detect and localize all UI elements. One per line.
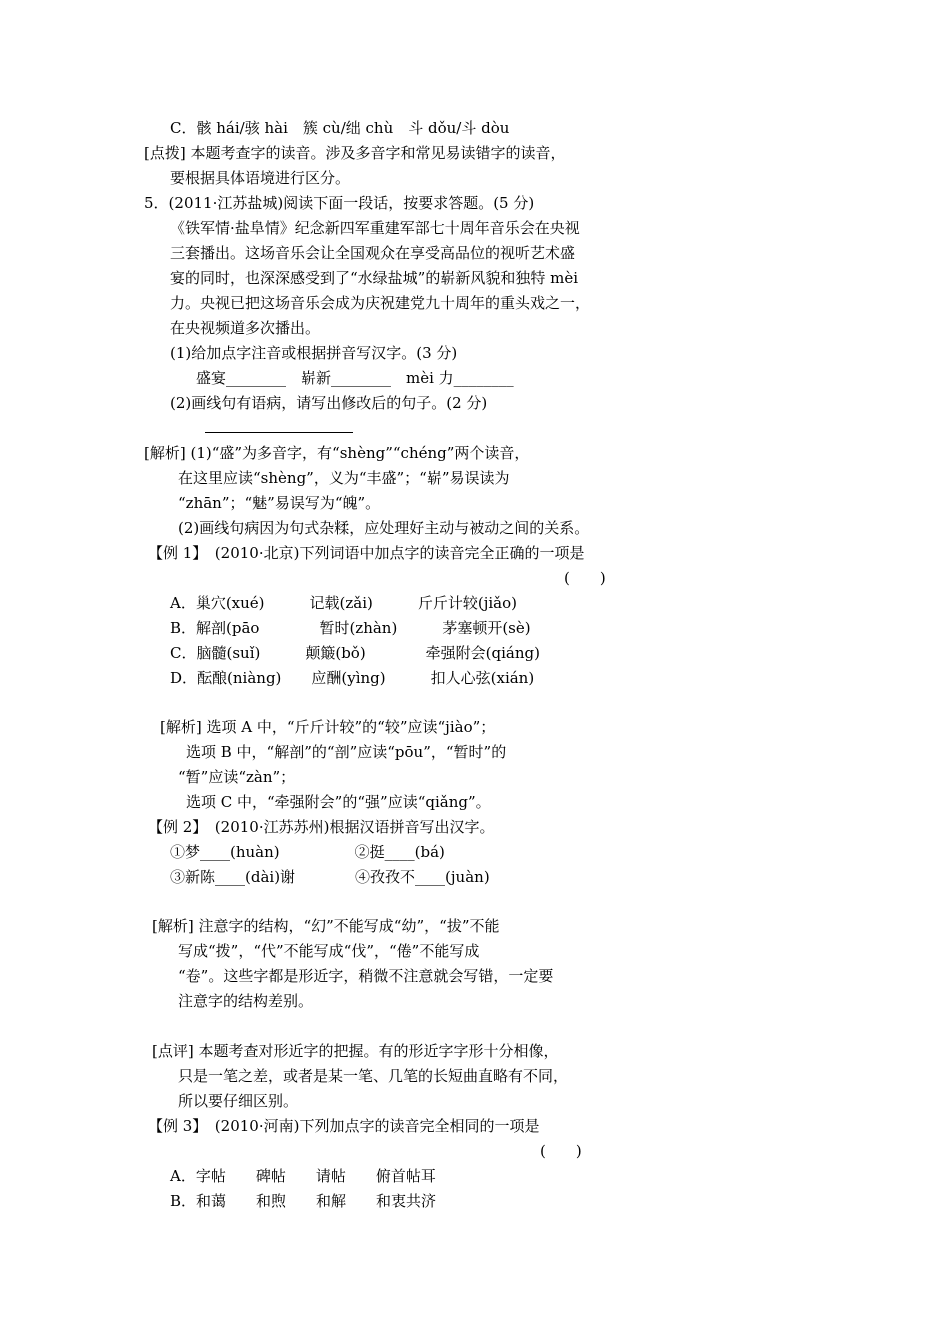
analysis-line: [解析] 选项 A 中，“斤斤计较”的“较”应读“jiào”； (160, 718, 496, 736)
sub-question-2: (2)画线句有语病，请写出修改后的句子。(2 分) (170, 394, 488, 412)
blank-item: ③新陈____(dài)谢 ④孜孜不____(juàn) (170, 868, 490, 886)
comment-line: [点评] 本题考查对形近字的把握。有的形近字字形十分相像， (152, 1042, 559, 1060)
analysis-line: 注意字的结构差别。 (178, 992, 314, 1010)
dianbo-note-cont: 要根据具体语境进行区分。 (170, 169, 351, 187)
answer-bracket: ( ) (540, 1142, 582, 1160)
analysis-line: 选项 B 中，“解剖”的“剖”应读“pōu”，“暂时”的 (186, 743, 507, 761)
analysis-line: “暂”应读“zàn”； (178, 768, 296, 786)
option-a: A．巢穴(xué) 记载(zǎi) 斤斤计较(jiǎo) (170, 594, 518, 612)
passage-line: 在央视频道多次播出。 (170, 319, 321, 337)
option-b: B．解剖(pāo 暂时(zhàn) 茅塞顿开(sè) (170, 619, 531, 637)
analysis-line: “zhān”；“魅”易误写为“魄”。 (178, 494, 381, 512)
answer-bracket: ( ) (564, 569, 606, 587)
analysis-line: [解析] (1)“盛”为多音字，有“shèng”“chéng”两个读音， (144, 444, 530, 462)
analysis-line: 选项 C 中，“牵强附会”的“强”应读“qiǎng”。 (186, 793, 491, 811)
example-1-heading: 【例 1】 (2010·北京)下列词语中加点字的读音完全正确的一项是 (148, 544, 585, 562)
analysis-line: (2)画线句病因为句式杂糅，应处理好主动与被动之间的关系。 (178, 519, 590, 537)
option-d: D．酝酿(niàng) 应酬(yìng) 扣人心弦(xián) (170, 669, 535, 687)
dianbo-note: [点拨] 本题考查字的读音。涉及多音字和常见易读错字的读音， (144, 144, 566, 162)
analysis-line: 写成“拨”，“代”不能写成“伐”，“倦”不能写成 (178, 942, 480, 960)
example-2-heading: 【例 2】 (2010·江苏苏州)根据汉语拼音写出汉字。 (148, 818, 495, 836)
option-b: B．和蔼 和煦 和解 和衷共济 (170, 1192, 437, 1210)
passage-line: 力。央视已把这场音乐会成为庆祝建党九十周年的重头戏之一， (170, 294, 591, 312)
passage-line: 《铁军情·盐阜情》纪念新四军重建军部七十周年音乐会在央视 (170, 219, 580, 237)
sub-question-1: (1)给加点字注音或根据拼音写汉字。(3 分) (170, 344, 458, 362)
answer-blanks: 盛宴________ 崭新________ mèi 力________ (196, 369, 514, 387)
question-5-heading: 5．(2011·江苏盐城)阅读下面一段话，按要求答题。(5 分) (144, 194, 535, 212)
comment-line: 只是一笔之差，或者是某一笔、几笔的长短曲直略有不同， (178, 1067, 569, 1085)
comment-line: 所以要仔细区别。 (178, 1092, 299, 1110)
answer-line (205, 432, 353, 433)
example-3-heading: 【例 3】 (2010·河南)下列加点字的读音完全相同的一项是 (148, 1117, 540, 1135)
passage-line: 宴的同时，也深深感受到了“水绿盐城”的崭新风貌和独特 mèi (170, 269, 579, 287)
analysis-line: [解析] 注意字的结构，“幻”不能写成“幼”，“拔”不能 (152, 917, 500, 935)
option-a: A．字帖 碑帖 请帖 俯首帖耳 (170, 1167, 436, 1185)
option-c-line: C．骸 hái/骇 hài 簇 cù/绌 chù 斗 dǒu/斗 dòu (170, 119, 510, 137)
analysis-line: 在这里应读“shèng”，义为“丰盛”；“崭”易误读为 (178, 469, 510, 487)
passage-line: 三套播出。这场音乐会让全国观众在享受高品位的视听艺术盛 (170, 244, 576, 262)
option-c: C．脑髓(suǐ) 颠簸(bǒ) 牵强附会(qiáng) (170, 644, 540, 662)
blank-item: ①梦____(huàn) ②挺____(bá) (170, 843, 445, 861)
analysis-line: “卷”。这些字都是形近字，稍微不注意就会写错，一定要 (178, 967, 554, 985)
